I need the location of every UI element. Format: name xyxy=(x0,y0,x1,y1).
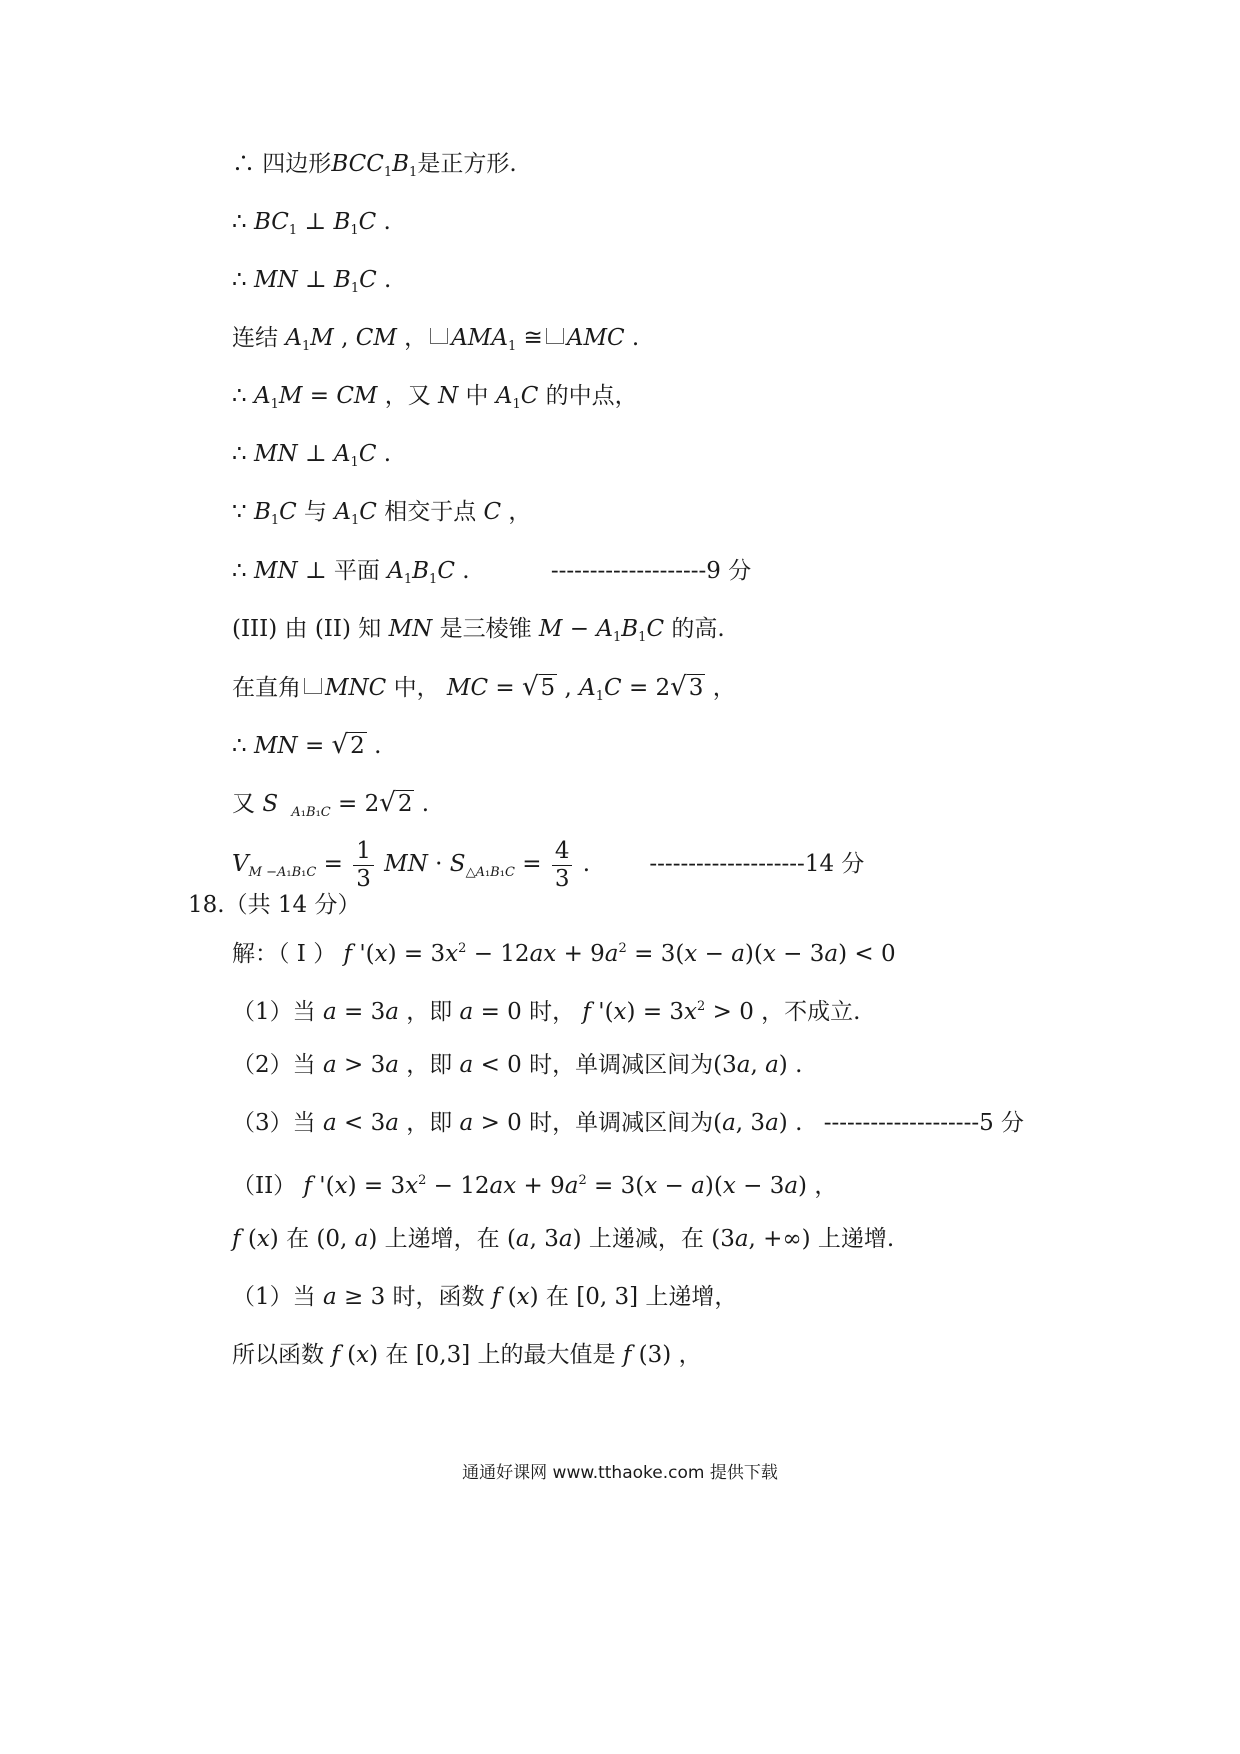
question-heading-18: 18.（共 14 分） xyxy=(188,892,361,918)
proof-line-2: ∴ $BC_1$ ⊥ $B_1C$ . xyxy=(232,209,391,238)
solution-line-1: 解：（ I ） f '$(x) = 3x^2 - 12ax + 9a^2 = 3(x - a)(x - 3a) < 0$ xyxy=(232,941,896,967)
solution-line-4: （3）当 a < 3a ，即 a > 0 时，单调减区间为(a, 3a) . --------------------5 分 xyxy=(232,1110,1025,1136)
solution-line-8: 所以函数 f (x) 在 [0,3] 上的最大值是 f (3) ， xyxy=(232,1342,702,1368)
score-mark-14: --------------------14 分 xyxy=(649,851,865,877)
fraction-four-thirds: $\frac{4}{3}$ xyxy=(552,838,573,893)
solution-line-7: （1）当 a ≥ 3 时，函数 f (x) 在 [0, 3] 上递增， xyxy=(232,1284,738,1310)
proof-line-5: ∴ $A_1M$ = CM ，又 N 中 $A_1C$ 的中点， xyxy=(232,383,638,412)
proof-line-8: ∴ MN ⊥ 平面 $A_1B_1C$ . --------------------9 分 xyxy=(232,558,752,587)
proof-line-9: (III) 由 (II) 知 MN 是三棱锥 $M - A_1B_1C$ 的高. xyxy=(232,616,725,645)
proof-line-13: $V_{M -A_1B_1C}$ = $\frac{1}{3}$ MN · $S_{\triangle A_1B_1C}$ = $\frac{4}{3}$ . --------------------14 分 xyxy=(232,837,865,892)
proof-line-12: 又 S $_{A_1B_1C}$ = 2√2 . xyxy=(232,788,430,820)
proof-line-1: ∴ 四边形$BCC_1B_1$是正方形. xyxy=(232,151,517,180)
solution-line-3: （2）当 a > 3a ，即 a < 0 时，单调减区间为(3a, a) . xyxy=(232,1052,803,1078)
proof-line-7: ∵ $B_1C$ 与 $A_1C$ 相交于点 C ， xyxy=(232,499,532,528)
proof-line-4: 连结 $A_1M$ , CM ， $AMA_1$ ≅ AMC . xyxy=(232,325,640,354)
score-mark-9: --------------------9 分 xyxy=(550,558,752,584)
proof-line-10: 在直角 MNC 中， MC = √5 , $A_1C = 2√3$ ， xyxy=(232,672,736,704)
fraction-one-third: $\frac{1}{3}$ xyxy=(353,838,374,893)
proof-line-6: ∴ MN ⊥ $A_1C$ . xyxy=(232,441,392,470)
solution-line-5: （II） f '$(x) = 3x^2 - 12ax + 9a^2 = 3(x - a)(x - 3a)$ ， xyxy=(232,1173,838,1199)
score-mark-5: --------------------5 分 xyxy=(823,1110,1025,1136)
solution-line-6: f (x) 在 (0, a) 上递增，在 (a, 3a) 上递减，在 (3a, +∞) 上递增. xyxy=(232,1226,895,1252)
page-footer: 通通好课网 www.tthaoke.com 提供下载 xyxy=(462,1463,778,1483)
proof-line-3: ∴ MN ⊥ $B_1C$ . xyxy=(232,267,392,296)
solution-line-2: （1）当 a = 3a ，即 a = 0 时， f '$(x) = 3x^2 > 0$ ，不成立. xyxy=(232,999,861,1025)
proof-line-11: ∴ MN = √2 . xyxy=(232,730,382,760)
